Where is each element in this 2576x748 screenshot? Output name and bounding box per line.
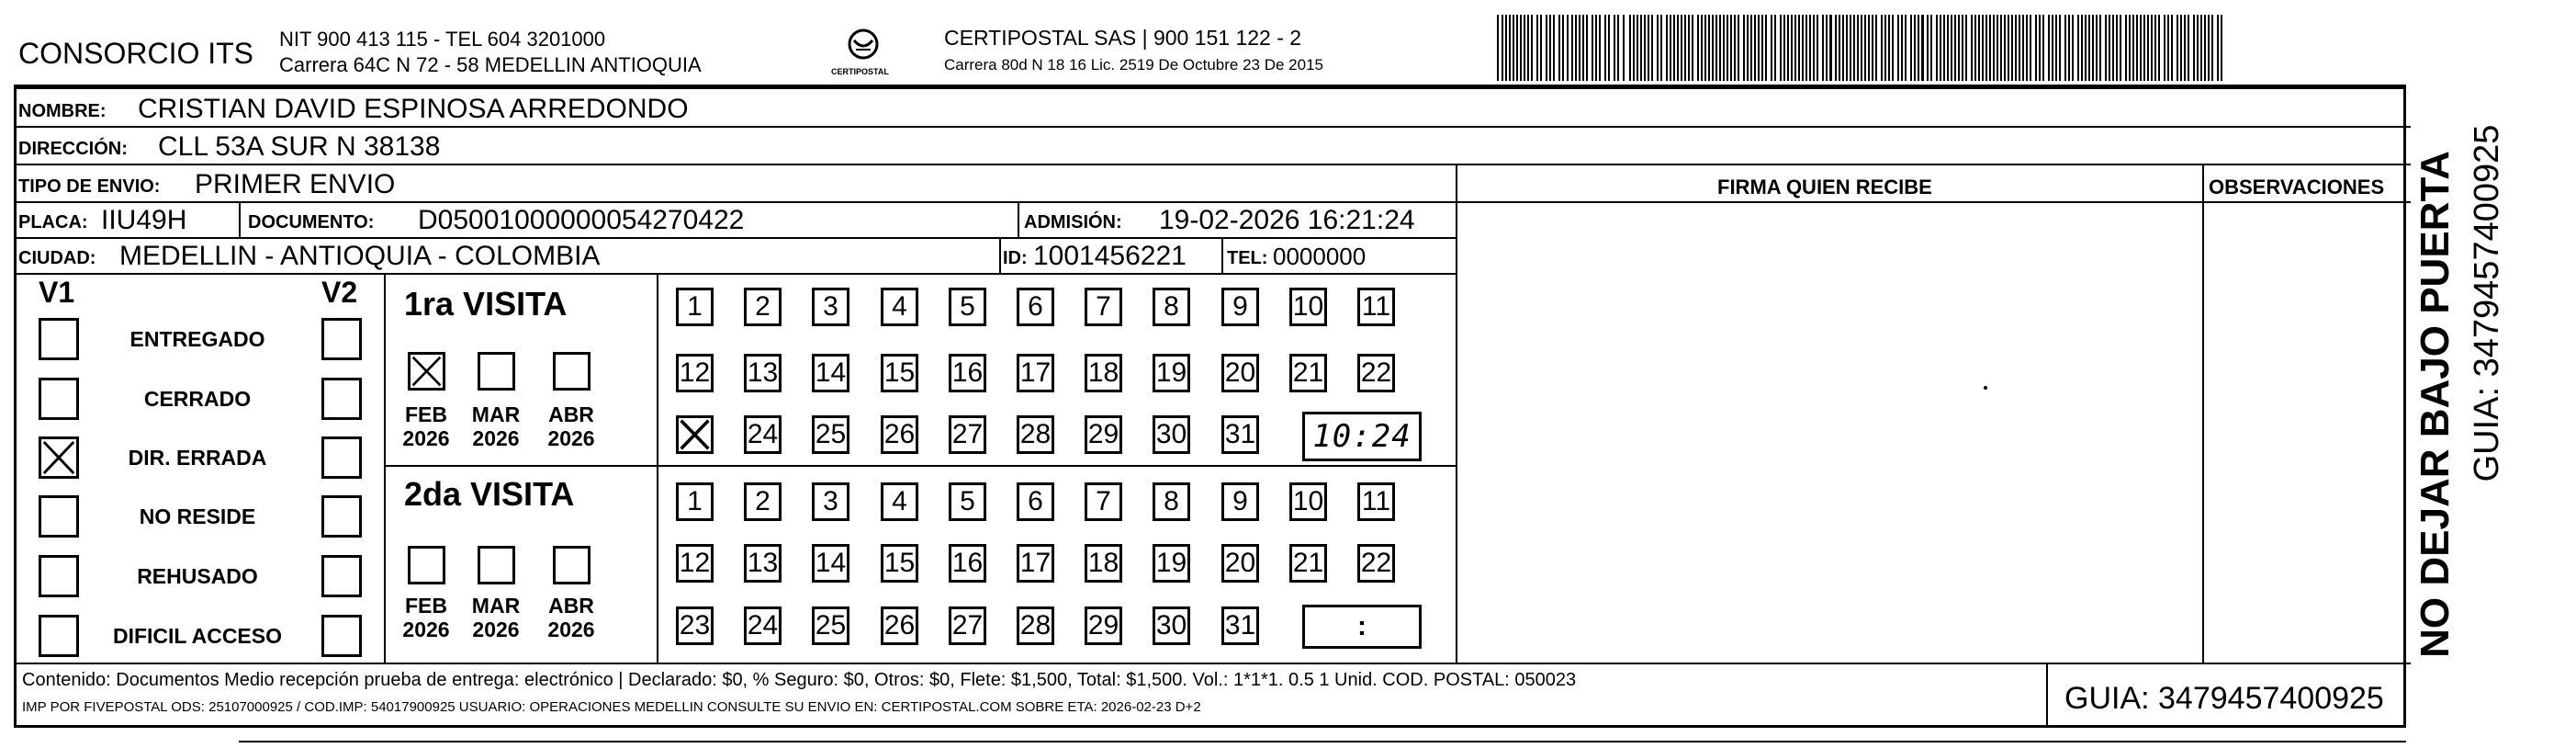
visit1-day-box[interactable]: 3 [812,288,849,326]
status-label: REHUSADO [137,564,258,588]
visit2-day-box[interactable]: 17 [1017,544,1054,583]
visit1-day-box[interactable]: 9 [1221,288,1259,326]
visit2-day-box[interactable]: 18 [1085,544,1122,583]
name-label: NOMBRE: [18,101,107,121]
visit2-day-box[interactable]: 10 [1289,482,1327,521]
visit2-day-box[interactable]: 16 [949,544,986,583]
visit1-day-box[interactable]: 26 [881,415,918,454]
visit1-day-box[interactable]: 17 [1017,354,1054,392]
v2-header: V2 [321,276,358,309]
visit1-day-box[interactable]: 7 [1085,288,1122,326]
logo-text: CERTIPOSTAL [831,67,889,76]
visit1-day-box[interactable]: 22 [1357,354,1395,392]
visit2-day-box[interactable]: 1 [676,482,714,521]
bottom-edge-line [239,741,2406,742]
v1-checkbox[interactable] [39,495,79,538]
visit1-day-box[interactable]: 14 [812,354,849,392]
visit2-day-box[interactable]: 9 [1221,482,1259,521]
visit2-month-label: MAR 2026 [471,594,521,642]
visit2-month-checkbox[interactable] [408,546,445,584]
visit2-time: : [1357,611,1367,641]
visit2-day-box[interactable]: 25 [812,606,849,645]
carrier-name: CERTIPOSTAL SAS | 900 151 122 - 2 [944,26,1302,50]
visit2-day-box[interactable]: 6 [1017,482,1054,521]
status-label: DIFICIL ACCESO [112,624,282,648]
visit2-month-label: ABR 2026 [547,594,595,642]
column-header-line [1456,201,2411,203]
signature-area[interactable] [1458,204,2200,661]
cell-divider [1018,201,1019,237]
visit1-day-box[interactable]: 31 [1221,415,1259,454]
visit2-month-checkbox[interactable] [478,546,515,584]
plate-value: IIU49H [101,205,187,235]
visit2-day-box[interactable]: 3 [812,482,849,521]
visit1-month-checkbox[interactable] [408,352,445,391]
v1-checkbox[interactable] [39,615,79,657]
recipient-address: CLL 53A SUR N 38138 [158,131,441,162]
visit2-time-box[interactable] [1302,605,1422,649]
cell-divider [1221,237,1223,273]
company-name: CONSORCIO ITS [18,37,254,70]
barcode [1497,15,2232,81]
visit1-day-box[interactable]: 28 [1017,415,1054,454]
side-warning: NO DEJAR BAJO PUERTA [2413,151,2458,658]
plate-label: PLACA: [18,212,88,232]
visit1-day-box[interactable]: 4 [881,288,918,326]
tel-label: TEL: [1227,248,1268,268]
recipient-name: CRISTIAN DAVID ESPINOSA ARREDONDO [138,94,689,124]
visit2-day-box[interactable]: 11 [1357,482,1395,521]
visit1-day-box[interactable]: 1 [676,288,714,326]
v2-checkbox[interactable] [321,615,362,657]
visit2-day-box[interactable]: 28 [1017,606,1054,645]
visit2-day-box[interactable]: 31 [1221,606,1259,645]
visit1-day-box[interactable]: 15 [881,354,918,392]
status-label: CERRADO [143,387,252,411]
visit-divider [384,465,1456,467]
visit2-day-box[interactable]: 8 [1153,482,1190,521]
company-nit: NIT 900 413 115 - TEL 604 3201000 [279,28,606,51]
status-label: DIR. ERRADA [128,446,267,470]
visit1-day-box[interactable]: 2 [744,288,782,326]
id-label: ID: [1003,248,1028,268]
visit1-month-label: ABR 2026 [547,402,595,451]
v1-checkbox[interactable] [39,436,79,479]
visit1-day-box[interactable]: 30 [1153,415,1190,454]
visit2-day-box[interactable]: 30 [1153,606,1190,645]
footer-contents: Contenido: Documentos Medio recepción prueba de entrega: electrónico | Declarado: $0, % Seguro: $0, Otros: $0, Flete: $1,500, Total: $1,500. Vol.: 1*1*1. 0.5 1 Unid. COD. POSTAL: 050023 [22,670,1577,690]
row-line [14,273,1456,275]
cell-divider [999,237,1001,273]
visit1-day-box[interactable]: 5 [949,288,986,326]
company-address: Carrera 64C N 72 - 58 MEDELLIN ANTIOQUIA [279,53,702,76]
footer-imp: IMP POR FIVEPOSTAL ODS: 25107000925 / COD.IMP: 54017900925 USUARIO: OPERACIONES MEDELLIN CONSULTE SU ENVIO EN: CERTIPOSTAL.COM SOBRE ETA: 2026-02-23 D+2 [22,699,1201,715]
visit1-time-box[interactable] [1302,412,1422,461]
visit1-month-checkbox[interactable] [478,352,515,391]
visit2-day-box[interactable]: 15 [881,544,918,583]
v1-checkbox[interactable] [39,378,79,420]
admission-value: 19-02-2026 16:21:24 [1159,205,1415,235]
admission-label: ADMISIÓN: [1024,212,1122,232]
visit2-day-box[interactable]: 20 [1221,544,1259,583]
visit2-day-box[interactable]: 29 [1085,606,1122,645]
visit1-day-box[interactable]: 11 [1357,288,1395,326]
address-label: DIRECCIÓN: [18,139,128,159]
signature-header: FIRMA QUIEN RECIBE [1717,176,1932,198]
visit2-day-box[interactable]: 22 [1357,544,1395,583]
document-value: D05001000000054270422 [418,205,745,235]
v2-checkbox[interactable] [321,378,362,420]
visit1-day-box[interactable]: 6 [1017,288,1054,326]
row-line [14,126,2411,128]
visit2-day-box[interactable]: 2 [744,482,782,521]
visit1-day-box[interactable] [676,415,714,454]
visit2-day-box[interactable]: 24 [744,606,782,645]
v1-checkbox[interactable] [39,555,79,597]
v2-checkbox[interactable] [321,436,362,479]
visit2-day-box[interactable]: 26 [881,606,918,645]
observations-area[interactable] [2205,204,2407,661]
section-divider [657,273,658,663]
visit1-day-box[interactable]: 19 [1153,354,1190,392]
observations-col-divider [2202,164,2204,663]
id-value: 1001456221 [1033,241,1187,271]
signature-col-divider [1456,164,1457,663]
visit1-day-box[interactable]: 20 [1221,354,1259,392]
visit1-day-box[interactable]: 27 [949,415,986,454]
visit1-day-box[interactable]: 16 [949,354,986,392]
v2-checkbox[interactable] [321,555,362,597]
v1-header: V1 [39,276,75,309]
visit2-day-box[interactable]: 7 [1085,482,1122,521]
cell-divider [239,201,241,237]
visit1-day-box[interactable]: 12 [676,354,714,392]
visit1-time: 10:24 [1312,418,1412,455]
visit1-day-box[interactable]: 13 [744,354,782,392]
visit2-day-box[interactable]: 27 [949,606,986,645]
v1-checkbox[interactable] [39,318,79,360]
visit1-month-checkbox[interactable] [553,352,591,391]
visit1-day-box[interactable]: 21 [1289,354,1327,392]
status-label: NO RESIDE [139,504,256,528]
visit1-day-box[interactable]: 18 [1085,354,1122,392]
side-guia: GUIA: 3479457400925 [2468,124,2506,482]
v2-checkbox[interactable] [321,495,362,538]
city-label: CIUDAD: [18,248,96,268]
visit2-day-box[interactable]: 19 [1153,544,1190,583]
tel-value: 0000000 [1273,243,1367,270]
row-line [14,663,2411,664]
visit2-day-box[interactable]: 21 [1289,544,1327,583]
shipment-type: PRIMER ENVIO [195,169,396,199]
visit1-month-label: FEB 2026 [402,402,450,451]
visit1-day-box[interactable]: 25 [812,415,849,454]
visit2-month-checkbox[interactable] [553,546,591,584]
footer-guia-divider [2046,663,2048,728]
signature-mark [1984,386,1987,390]
v2-checkbox[interactable] [321,318,362,360]
row-line [14,164,2411,165]
visit2-day-box[interactable]: 13 [744,544,782,583]
row-line [14,237,1456,239]
visit2-day-box[interactable]: 14 [812,544,849,583]
status-label: ENTREGADO [129,327,265,351]
section-divider [384,273,386,663]
footer-guia: GUIA: 3479457400925 [2064,681,2384,716]
visit2-day-box[interactable]: 4 [881,482,918,521]
visit2-month-label: FEB 2026 [402,594,450,642]
city-value: MEDELLIN - ANTIOQUIA - COLOMBIA [119,241,601,271]
visit2-day-box[interactable]: 12 [676,544,714,583]
visit2-day-box[interactable]: 23 [676,606,714,645]
visit1-title: 1ra VISITA [404,285,568,323]
type-label: TIPO DE ENVIO: [18,176,161,197]
visit2-title: 2da VISITA [404,475,575,513]
visit1-day-box[interactable]: 24 [744,415,782,454]
observations-header: OBSERVACIONES [2209,176,2385,198]
carrier-license: Carrera 80d N 18 16 Lic. 2519 De Octubre 23 De 2015 [944,56,1323,74]
visit1-day-box[interactable]: 8 [1153,288,1190,326]
document-label: DOCUMENTO: [248,212,375,232]
visit1-day-box[interactable]: 29 [1085,415,1122,454]
visit2-day-box[interactable]: 5 [949,482,986,521]
visit1-day-box[interactable]: 10 [1289,288,1327,326]
visit1-month-label: MAR 2026 [471,402,521,451]
